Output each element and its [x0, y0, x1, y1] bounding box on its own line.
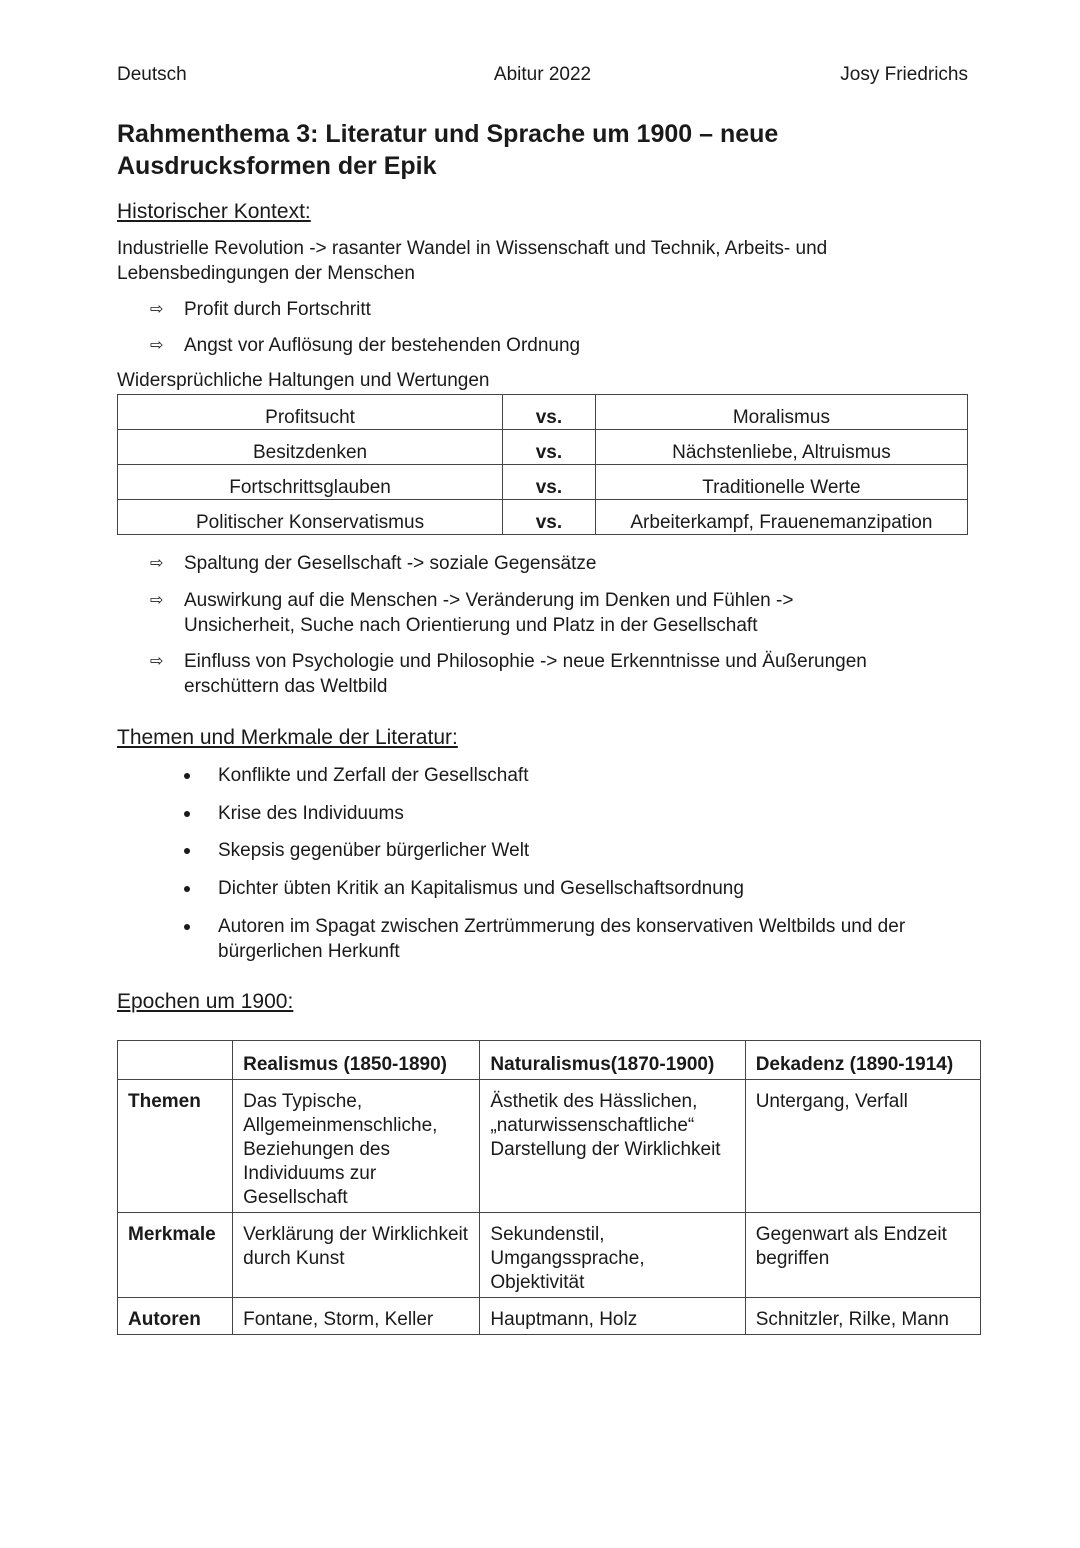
list-item: Skepsis gegenüber bürgerlicher Welt — [184, 838, 974, 863]
arrow-item: ⇨ Auswirkung auf die Menschen -> Veränderung im Denken und Fühlen -> Unsicherheit, Suche nach Orientierung und Platz in der Gesellschaft — [150, 590, 794, 636]
list-item: Dichter übten Kritik an Kapitalismus und Gesellschaftsordnung — [184, 876, 974, 901]
contrast-label: Widersprüchliche Haltungen und Wertungen — [117, 370, 490, 391]
arrow-right-icon: ⇨ — [150, 555, 164, 572]
arrow-right-icon: ⇨ — [150, 301, 164, 318]
table-row: Autoren Fontane, Storm, Keller Hauptmann, Holz Schnitzler, Rilke, Mann — [118, 1298, 981, 1335]
list-item: Autoren im Spagat zwischen Zertrümmerung des konservativen Weltbilds und der bürgerlichen Herkunft — [184, 914, 974, 964]
table-row: Politischer Konservatismus vs. Arbeiterkampf, Frauenemanzipation — [118, 500, 968, 535]
arrow-item: ⇨ Spaltung der Gesellschaft -> soziale Gegensätze — [150, 553, 597, 574]
bullet-icon — [184, 848, 190, 854]
table-header-row: Realismus (1850-1890) Naturalismus(1870-1900) Dekadenz (1890-1914) — [118, 1041, 981, 1080]
bullet-icon — [184, 811, 190, 817]
heading-themen-merkmale: Themen und Merkmale der Literatur: — [117, 726, 458, 749]
arrow-item: ⇨ Einfluss von Psychologie und Philosophie -> neue Erkenntnisse und Äußerungen erschüttern das Weltbild — [150, 651, 867, 697]
page-title: Rahmenthema 3: Literatur und Sprache um 1900 – neue Ausdrucksformen der Epik — [117, 120, 779, 180]
bullet-icon — [184, 924, 190, 930]
table-row: Profitsucht vs. Moralismus — [118, 395, 968, 430]
list-item: Konflikte und Zerfall der Gesellschaft — [184, 763, 974, 788]
bullet-icon — [184, 773, 190, 779]
contrast-table — [117, 394, 968, 535]
arrow-item: ⇨ Angst vor Auflösung der bestehenden Ordnung — [150, 335, 581, 356]
arrow-right-icon: ⇨ — [150, 337, 164, 354]
arrow-item: ⇨ Profit durch Fortschritt — [150, 299, 371, 320]
epochen-table — [117, 1040, 981, 1335]
page-header — [117, 64, 968, 90]
intro-paragraph: Industrielle Revolution -> rasanter Wandel in Wissenschaft und Technik, Arbeits- und Lebensbedingungen der Menschen — [117, 238, 828, 284]
bullet-icon — [184, 886, 190, 892]
heading-epochen: Epochen um 1900: — [117, 990, 294, 1013]
heading-historischer-kontext: Historischer Kontext: — [117, 200, 311, 223]
table-row: Themen Das Typische, Allgemeinmenschliche, Beziehungen des Individuums zur Gesellschaft Ästhetik des Hässlichen, „naturwissenschaftliche“ Darstellung der Wirklichkeit Untergang, Verfall — [118, 1080, 981, 1213]
table-row: Besitzdenken vs. Nächstenliebe, Altruismus — [118, 430, 968, 465]
table-row: Fortschrittsglauben vs. Traditionelle Werte — [118, 465, 968, 500]
header-subject: Deutsch — [117, 64, 187, 85]
table-row: Merkmale Verklärung der Wirklichkeit durch Kunst Sekundenstil, Umgangssprache, Objektivität Gegenwart als Endzeit begriffen — [118, 1213, 981, 1298]
header-exam: Abitur 2022 — [493, 64, 592, 85]
header-author: Josy Friedrichs — [840, 64, 968, 85]
arrow-right-icon: ⇨ — [150, 592, 164, 609]
arrow-right-icon: ⇨ — [150, 653, 164, 670]
list-item: Krise des Individuums — [184, 801, 974, 826]
